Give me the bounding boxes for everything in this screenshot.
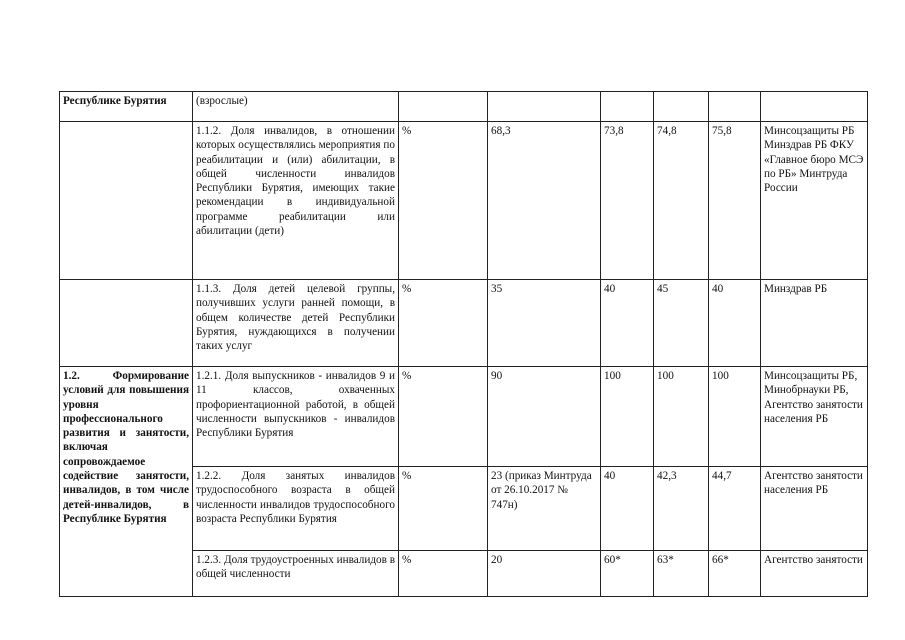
- responsible-cell: Агентство занятости населения РБ: [761, 467, 868, 551]
- value-cell: 45: [654, 280, 709, 367]
- table-row: [60, 367, 868, 467]
- base-value-cell: [488, 92, 601, 122]
- responsible-cell: Минсоцзащиты РБ Минздрав РБ ФКУ «Главное бюро МСЭ по РБ» Минтруда России: [761, 122, 868, 280]
- unit-cell: %: [399, 280, 488, 367]
- value-cell: [709, 92, 761, 122]
- value-cell: 40: [601, 280, 654, 367]
- base-value-cell: 68,3: [488, 122, 601, 280]
- value-cell: [601, 92, 654, 122]
- unit-cell: %: [399, 551, 488, 597]
- indicator-cell: 1.1.3. Доля детей целевой группы, получивших услуги ранней помощи, в общем количестве детей Республики Бурятия, нуждающихся в получении таких услуг: [193, 280, 399, 367]
- indicator-cell: (взрослые): [193, 92, 399, 122]
- value-cell: 100: [654, 367, 709, 467]
- value-cell: 73,8: [601, 122, 654, 280]
- unit-cell: %: [399, 467, 488, 551]
- responsible-cell: Агентство занятости: [761, 551, 868, 597]
- base-value-cell: 20: [488, 551, 601, 597]
- goal-cell: Республике Бурятия: [60, 92, 193, 122]
- value-cell: 40: [709, 280, 761, 367]
- unit-cell: [399, 92, 488, 122]
- indicator-text: 1.2.3. Доля трудоустроенных инвалидов в общей численности: [196, 554, 395, 581]
- base-value-cell: 23 (приказ Минтруда от 26.10.2017 № 747н): [488, 467, 601, 551]
- value-cell: 75,8: [709, 122, 761, 280]
- value-cell: 60*: [601, 551, 654, 597]
- responsible-cell: Минздрав РБ: [761, 280, 868, 367]
- indicator-cell: [193, 551, 399, 597]
- unit-cell: %: [399, 122, 488, 280]
- value-cell: 66*: [709, 551, 761, 597]
- table-row: [60, 122, 868, 280]
- table-row: [60, 280, 868, 367]
- value-cell: 100: [709, 367, 761, 467]
- table-row: [60, 92, 868, 122]
- indicator-cell: 1.1.2. Доля инвалидов, в отношении которых осуществлялись мероприятия по реабилитации и (или) абилитации, в общей численности инвалидов Республики Бурятия, имеющих такие рекомендации в индивидуальной программе реабилитации или абилитации (дети): [193, 122, 399, 280]
- responsible-cell: [761, 92, 868, 122]
- goal-cell-empty: [60, 122, 193, 280]
- base-value-cell: 90: [488, 367, 601, 467]
- value-cell: 42,3: [654, 467, 709, 551]
- value-cell: 40: [601, 467, 654, 551]
- base-value-cell: 35: [488, 280, 601, 367]
- value-cell: 74,8: [654, 122, 709, 280]
- goal-cell: 1.2. Формирование условий для повышения уровня профессионального развития и занятости, включая сопровождаемое содействие занятости, инвалидов, в том числе детей-инвалидов, в Республике Бурятия: [60, 367, 193, 597]
- responsible-cell: Минсоцзащиты РБ, Минобрнауки РБ, Агентство занятости населения РБ: [761, 367, 868, 467]
- value-cell: 44,7: [709, 467, 761, 551]
- value-cell: [654, 92, 709, 122]
- value-cell: 63*: [654, 551, 709, 597]
- unit-cell: %: [399, 367, 488, 467]
- indicator-cell: 1.2.1. Доля выпускников - инвалидов 9 и 11 классов, охваченных профориентационной работой, в общей численности выпускников - инвалидов Республики Бурятия: [193, 367, 399, 467]
- indicators-table: [59, 91, 868, 597]
- value-cell: 100: [601, 367, 654, 467]
- indicator-cell: 1.2.2. Доля занятых инвалидов трудоспособного возраста в общей численности инвалидов трудоспособного возраста Республики Бурятия: [193, 467, 399, 551]
- goal-cell-empty: [60, 280, 193, 367]
